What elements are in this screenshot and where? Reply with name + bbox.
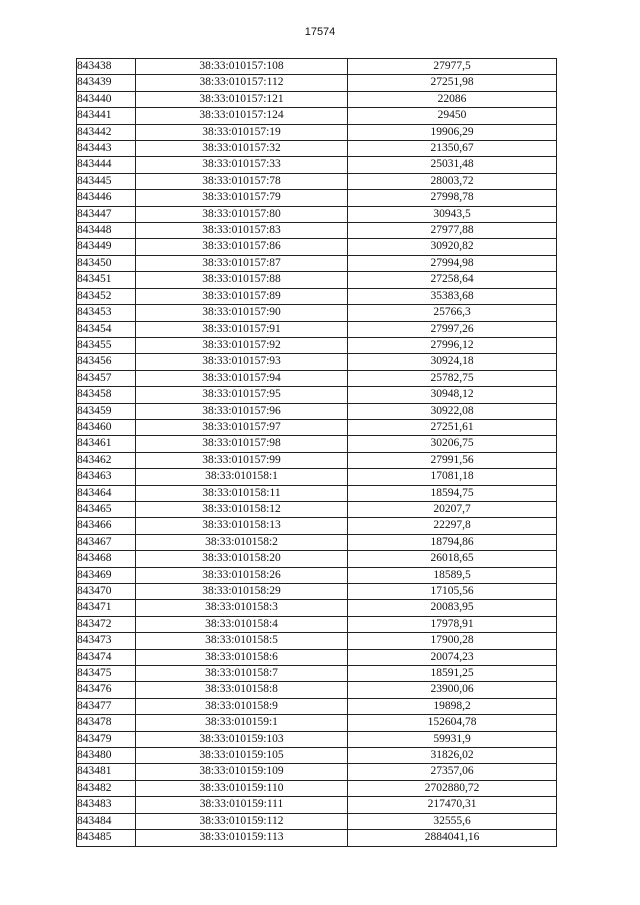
cadastral-value-cell: 18591,25 [348,666,557,682]
cadastral-number-cell: 38:33:010159:1 [136,715,348,731]
record-number-cell: 843464 [77,485,136,501]
cadastral-value-cell: 27991,56 [348,452,557,468]
cadastral-number-cell: 38:33:010158:4 [136,616,348,632]
table-row [77,59,557,75]
record-number-cell: 843451 [77,272,136,288]
cadastral-number-cell: 38:33:010158:6 [136,649,348,665]
record-number-cell: 843483 [77,797,136,813]
record-number-cell: 843470 [77,584,136,600]
cadastral-value-cell: 28003,72 [348,173,557,189]
table-row [77,223,557,239]
cadastral-value-cell: 27251,61 [348,419,557,435]
table-row [77,764,557,780]
table-row [77,157,557,173]
cadastral-number-cell: 38:33:010158:1 [136,469,348,485]
table-row [77,141,557,157]
cadastral-value-cell: 30920,82 [348,239,557,255]
cadastral-value-cell: 27998,78 [348,190,557,206]
table-row [77,288,557,304]
table-row [77,354,557,370]
cadastral-number-cell: 38:33:010157:79 [136,190,348,206]
cadastral-value-cell: 30948,12 [348,387,557,403]
cadastral-number-cell: 38:33:010157:98 [136,436,348,452]
table-row [77,584,557,600]
cadastral-number-cell: 38:33:010157:33 [136,157,348,173]
table-row [77,518,557,534]
record-number-cell: 843438 [77,59,136,75]
table-row [77,124,557,140]
record-number-cell: 843481 [77,764,136,780]
cadastral-number-cell: 38:33:010158:8 [136,682,348,698]
record-number-cell: 843441 [77,108,136,124]
cadastral-value-cell: 20083,95 [348,600,557,616]
record-number-cell: 843446 [77,190,136,206]
table-row [77,616,557,632]
cadastral-number-cell: 38:33:010158:20 [136,551,348,567]
table-row [77,600,557,616]
cadastral-value-cell: 18794,86 [348,534,557,550]
record-number-cell: 843475 [77,666,136,682]
record-number-cell: 843445 [77,173,136,189]
record-number-cell: 843458 [77,387,136,403]
record-number-cell: 843452 [77,288,136,304]
cadastral-value-cell: 27251,98 [348,75,557,91]
cadastral-value-cell: 23900,06 [348,682,557,698]
table-row [77,551,557,567]
record-number-cell: 843466 [77,518,136,534]
record-number-cell: 843485 [77,830,136,846]
cadastral-number-cell: 38:33:010158:3 [136,600,348,616]
cadastral-value-cell: 2702880,72 [348,780,557,796]
cadastral-number-cell: 38:33:010159:110 [136,780,348,796]
table-row [77,272,557,288]
cadastral-number-cell: 38:33:010157:83 [136,223,348,239]
cadastral-value-cell: 27357,06 [348,764,557,780]
record-number-cell: 843459 [77,403,136,419]
cadastral-value-cell: 32555,6 [348,813,557,829]
cadastral-value-cell: 30922,08 [348,403,557,419]
cadastral-number-cell: 38:33:010157:96 [136,403,348,419]
cadastral-number-cell: 38:33:010157:92 [136,337,348,353]
table-row [77,239,557,255]
table-row [77,206,557,222]
cadastral-number-cell: 38:33:010158:5 [136,633,348,649]
record-number-cell: 843467 [77,534,136,550]
record-number-cell: 843444 [77,157,136,173]
table-row [77,436,557,452]
cadastral-number-cell: 38:33:010157:32 [136,141,348,157]
record-number-cell: 843447 [77,206,136,222]
cadastral-number-cell: 38:33:010157:88 [136,272,348,288]
record-number-cell: 843442 [77,124,136,140]
table-row [77,666,557,682]
record-number-cell: 843457 [77,370,136,386]
record-number-cell: 843454 [77,321,136,337]
table-row [77,830,557,846]
table-row [77,370,557,386]
table-row [77,305,557,321]
cadastral-value-cell: 2884041,16 [348,830,557,846]
cadastral-number-cell: 38:33:010157:90 [136,305,348,321]
cadastral-value-cell: 21350,67 [348,141,557,157]
record-number-cell: 843473 [77,633,136,649]
table-row [77,649,557,665]
table-row [77,419,557,435]
table-row [77,534,557,550]
cadastral-value-cell: 22297,8 [348,518,557,534]
cadastral-value-cell: 35383,68 [348,288,557,304]
cadastral-number-cell: 38:33:010157:112 [136,75,348,91]
record-number-cell: 843480 [77,748,136,764]
cadastral-number-cell: 38:33:010157:19 [136,124,348,140]
record-number-cell: 843465 [77,501,136,517]
record-number-cell: 843448 [77,223,136,239]
record-number-cell: 843455 [77,337,136,353]
record-number-cell: 843476 [77,682,136,698]
table-row [77,633,557,649]
table-row [77,698,557,714]
cadastral-value-cell: 27996,12 [348,337,557,353]
record-number-cell: 843477 [77,698,136,714]
cadastral-number-cell: 38:33:010157:121 [136,91,348,107]
cadastral-value-cell: 17081,18 [348,469,557,485]
record-number-cell: 843479 [77,731,136,747]
table-row [77,731,557,747]
cadastral-value-cell: 25782,75 [348,370,557,386]
cadastral-number-cell: 38:33:010157:93 [136,354,348,370]
cadastral-value-cell: 22086 [348,91,557,107]
cadastral-number-cell: 38:33:010158:9 [136,698,348,714]
cadastral-value-cell: 17105,56 [348,584,557,600]
cadastral-number-cell: 38:33:010157:97 [136,419,348,435]
record-number-cell: 843471 [77,600,136,616]
cadastral-number-cell: 38:33:010159:103 [136,731,348,747]
cadastral-value-cell: 25031,48 [348,157,557,173]
record-number-cell: 843450 [77,255,136,271]
table-row [77,75,557,91]
cadastral-value-cell: 27994,98 [348,255,557,271]
cadastral-value-cell: 152604,78 [348,715,557,731]
table-row [77,255,557,271]
table-row [77,485,557,501]
cadastral-value-cell: 26018,65 [348,551,557,567]
cadastral-value-cell: 30943,5 [348,206,557,222]
cadastral-value-cell: 217470,31 [348,797,557,813]
cadastral-number-cell: 38:33:010158:26 [136,567,348,583]
record-number-cell: 843462 [77,452,136,468]
table-row [77,813,557,829]
table-row [77,173,557,189]
cadastral-number-cell: 38:33:010157:87 [136,255,348,271]
cadastral-number-cell: 38:33:010158:12 [136,501,348,517]
cadastral-value-cell: 30924,18 [348,354,557,370]
record-number-cell: 843449 [77,239,136,255]
table-row [77,403,557,419]
cadastral-value-cell: 29450 [348,108,557,124]
record-number-cell: 843482 [77,780,136,796]
cadastral-number-cell: 38:33:010157:99 [136,452,348,468]
cadastral-value-cell: 30206,75 [348,436,557,452]
record-number-cell: 843460 [77,419,136,435]
table-row [77,797,557,813]
cadastral-value-cell: 27997,26 [348,321,557,337]
cadastral-number-cell: 38:33:010157:91 [136,321,348,337]
record-number-cell: 843440 [77,91,136,107]
cadastral-value-cell: 19898,2 [348,698,557,714]
table-row [77,91,557,107]
record-number-cell: 843443 [77,141,136,157]
record-number-cell: 843469 [77,567,136,583]
cadastral-number-cell: 38:33:010157:78 [136,173,348,189]
cadastral-value-cell: 17978,91 [348,616,557,632]
cadastral-number-cell: 38:33:010159:113 [136,830,348,846]
cadastral-number-cell: 38:33:010158:29 [136,584,348,600]
cadastral-number-cell: 38:33:010158:11 [136,485,348,501]
record-number-cell: 843463 [77,469,136,485]
cadastral-number-cell: 38:33:010159:112 [136,813,348,829]
record-number-cell: 843474 [77,649,136,665]
record-number-cell: 843456 [77,354,136,370]
cadastral-value-cell: 25766,3 [348,305,557,321]
cadastral-number-cell: 38:33:010159:111 [136,797,348,813]
table-row [77,469,557,485]
table-row [77,452,557,468]
cadastral-value-cell: 18594,75 [348,485,557,501]
table-row [77,337,557,353]
cadastral-number-cell: 38:33:010158:2 [136,534,348,550]
cadastral-number-cell: 38:33:010157:108 [136,59,348,75]
table-row [77,190,557,206]
cadastral-number-cell: 38:33:010159:109 [136,764,348,780]
record-number-cell: 843478 [77,715,136,731]
record-number-cell: 843439 [77,75,136,91]
table-row [77,387,557,403]
cadastral-number-cell: 38:33:010157:86 [136,239,348,255]
cadastral-value-cell: 20207,7 [348,501,557,517]
cadastral-number-cell: 38:33:010157:94 [136,370,348,386]
cadastral-number-cell: 38:33:010157:89 [136,288,348,304]
table-row [77,108,557,124]
page-number: 17574 [304,26,336,38]
cadastral-number-cell: 38:33:010158:13 [136,518,348,534]
table-row [77,682,557,698]
cadastral-value-cell: 18589,5 [348,567,557,583]
cadastral-value-cell: 27977,5 [348,59,557,75]
cadastral-value-cell: 19906,29 [348,124,557,140]
cadastral-number-cell: 38:33:010157:80 [136,206,348,222]
record-number-cell: 843453 [77,305,136,321]
table-row [77,748,557,764]
table-body [77,59,557,847]
table-row [77,715,557,731]
cadastral-value-table [76,58,557,847]
table-row [77,321,557,337]
table-row [77,567,557,583]
cadastral-value-cell: 59931,9 [348,731,557,747]
cadastral-value-cell: 27258,64 [348,272,557,288]
cadastral-number-cell: 38:33:010159:105 [136,748,348,764]
table-row [77,501,557,517]
cadastral-number-cell: 38:33:010158:7 [136,666,348,682]
cadastral-value-cell: 20074,23 [348,649,557,665]
cadastral-number-cell: 38:33:010157:124 [136,108,348,124]
record-number-cell: 843472 [77,616,136,632]
record-number-cell: 843484 [77,813,136,829]
cadastral-number-cell: 38:33:010157:95 [136,387,348,403]
table-row [77,780,557,796]
cadastral-value-cell: 17900,28 [348,633,557,649]
cadastral-value-cell: 31826,02 [348,748,557,764]
record-number-cell: 843461 [77,436,136,452]
record-number-cell: 843468 [77,551,136,567]
cadastral-value-cell: 27977,88 [348,223,557,239]
